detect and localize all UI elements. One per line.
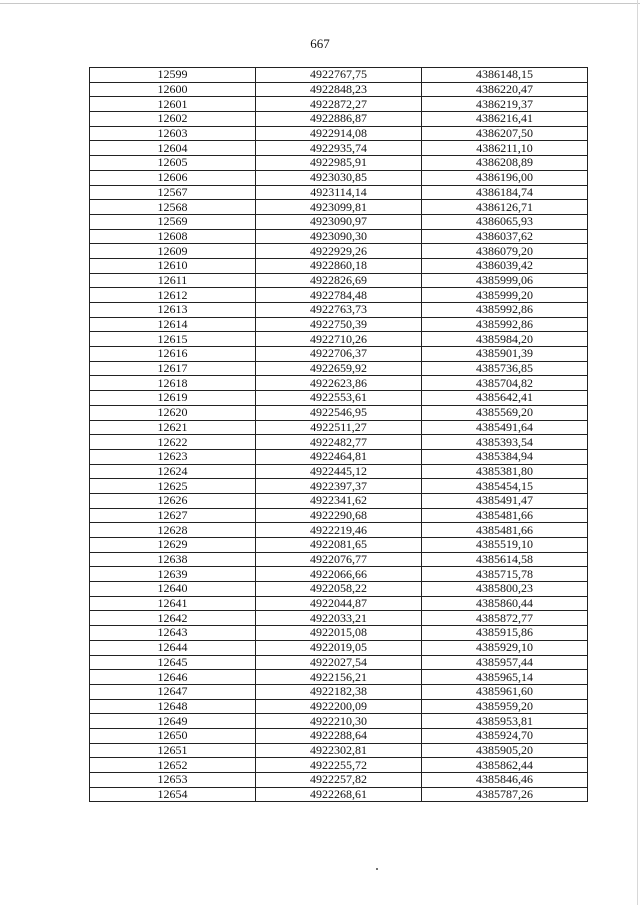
x-coordinate-cell: 4922255,72 [256, 758, 422, 773]
point-number-cell: 12616 [90, 347, 256, 362]
x-coordinate-cell: 4922464,81 [256, 449, 422, 464]
y-coordinate-cell: 4385736,85 [422, 361, 588, 376]
point-number-cell: 12619 [90, 391, 256, 406]
y-coordinate-cell: 4385961,60 [422, 684, 588, 699]
table-row [90, 347, 588, 362]
table-row [90, 626, 588, 641]
point-number-cell: 12644 [90, 640, 256, 655]
x-coordinate-cell: 4922659,92 [256, 361, 422, 376]
point-number-cell: 12625 [90, 479, 256, 494]
point-number-cell: 12599 [90, 68, 256, 83]
page-number: 667 [310, 36, 330, 51]
x-coordinate-cell: 4922257,82 [256, 773, 422, 788]
point-number-cell: 12608 [90, 229, 256, 244]
point-number-cell: 12639 [90, 567, 256, 582]
x-coordinate-cell: 4922033,21 [256, 611, 422, 626]
x-coordinate-cell: 4922750,39 [256, 317, 422, 332]
x-coordinate-cell: 4922081,65 [256, 538, 422, 553]
point-number-cell: 12645 [90, 655, 256, 670]
y-coordinate-cell: 4385992,86 [422, 317, 588, 332]
table-row [90, 655, 588, 670]
table-row [90, 303, 588, 318]
point-number-cell: 12613 [90, 303, 256, 318]
point-number-cell: 12627 [90, 508, 256, 523]
x-coordinate-cell: 4922200,09 [256, 699, 422, 714]
point-number-cell: 12651 [90, 743, 256, 758]
table-row [90, 258, 588, 273]
point-number-cell: 12621 [90, 420, 256, 435]
x-coordinate-cell: 4922058,22 [256, 582, 422, 597]
y-coordinate-cell: 4386220,47 [422, 82, 588, 97]
table-row [90, 611, 588, 626]
table-row [90, 273, 588, 288]
scan-top-edge [0, 3, 640, 4]
x-coordinate-cell: 4922341,62 [256, 493, 422, 508]
table-row [90, 596, 588, 611]
table-row [90, 376, 588, 391]
point-number-cell: 12609 [90, 244, 256, 259]
y-coordinate-cell: 4386126,71 [422, 200, 588, 215]
y-coordinate-cell: 4385872,77 [422, 611, 588, 626]
table-row [90, 244, 588, 259]
table-row [90, 743, 588, 758]
x-coordinate-cell: 4922210,30 [256, 714, 422, 729]
point-number-cell: 12623 [90, 449, 256, 464]
y-coordinate-cell: 4385959,20 [422, 699, 588, 714]
x-coordinate-cell: 4922872,27 [256, 97, 422, 112]
x-coordinate-cell: 4922763,73 [256, 303, 422, 318]
point-number-cell: 12647 [90, 684, 256, 699]
table-row [90, 97, 588, 112]
x-coordinate-cell: 4922860,18 [256, 258, 422, 273]
x-coordinate-cell: 4922076,77 [256, 552, 422, 567]
x-coordinate-cell: 4922445,12 [256, 464, 422, 479]
y-coordinate-cell: 4385384,94 [422, 449, 588, 464]
point-number-cell: 12626 [90, 493, 256, 508]
table-row [90, 126, 588, 141]
point-number-cell: 12615 [90, 332, 256, 347]
point-number-cell: 12611 [90, 273, 256, 288]
x-coordinate-cell: 4922784,48 [256, 288, 422, 303]
point-number-cell: 12604 [90, 141, 256, 156]
point-number-cell: 12629 [90, 538, 256, 553]
point-number-cell: 12610 [90, 258, 256, 273]
point-number-cell: 12612 [90, 288, 256, 303]
y-coordinate-cell: 4386037,62 [422, 229, 588, 244]
table-row [90, 229, 588, 244]
y-coordinate-cell: 4385984,20 [422, 332, 588, 347]
x-coordinate-cell: 4922886,87 [256, 112, 422, 127]
table-row [90, 508, 588, 523]
table-row [90, 714, 588, 729]
scan-speck [376, 868, 378, 870]
y-coordinate-cell: 4386216,41 [422, 112, 588, 127]
y-coordinate-cell: 4385929,10 [422, 640, 588, 655]
y-coordinate-cell: 4385491,47 [422, 493, 588, 508]
point-number-cell: 12618 [90, 376, 256, 391]
table-row [90, 567, 588, 582]
y-coordinate-cell: 4385957,44 [422, 655, 588, 670]
point-number-cell: 12601 [90, 97, 256, 112]
y-coordinate-cell: 4385992,86 [422, 303, 588, 318]
table-row [90, 82, 588, 97]
x-coordinate-cell: 4923090,30 [256, 229, 422, 244]
point-number-cell: 12568 [90, 200, 256, 215]
x-coordinate-cell: 4922848,23 [256, 82, 422, 97]
y-coordinate-cell: 4385569,20 [422, 405, 588, 420]
table-row [90, 670, 588, 685]
x-coordinate-cell: 4922219,46 [256, 523, 422, 538]
y-coordinate-cell: 4385519,10 [422, 538, 588, 553]
x-coordinate-cell: 4922027,54 [256, 655, 422, 670]
y-coordinate-cell: 4385491,64 [422, 420, 588, 435]
table-row [90, 523, 588, 538]
point-number-cell: 12640 [90, 582, 256, 597]
table-row [90, 773, 588, 788]
y-coordinate-cell: 4386208,89 [422, 156, 588, 171]
y-coordinate-cell: 4385860,44 [422, 596, 588, 611]
y-coordinate-cell: 4385481,66 [422, 523, 588, 538]
x-coordinate-cell: 4922397,37 [256, 479, 422, 494]
point-number-cell: 12648 [90, 699, 256, 714]
table-row [90, 684, 588, 699]
x-coordinate-cell: 4923114,14 [256, 185, 422, 200]
x-coordinate-cell: 4922302,81 [256, 743, 422, 758]
y-coordinate-cell: 4386184,74 [422, 185, 588, 200]
point-number-cell: 12617 [90, 361, 256, 376]
table-row [90, 141, 588, 156]
coordinates-table-body [90, 68, 588, 802]
table-row [90, 200, 588, 215]
table-row [90, 112, 588, 127]
x-coordinate-cell: 4922914,08 [256, 126, 422, 141]
x-coordinate-cell: 4922929,26 [256, 244, 422, 259]
table-row [90, 405, 588, 420]
y-coordinate-cell: 4386065,93 [422, 214, 588, 229]
point-number-cell: 12600 [90, 82, 256, 97]
table-row [90, 582, 588, 597]
y-coordinate-cell: 4386148,15 [422, 68, 588, 83]
x-coordinate-cell: 4922066,66 [256, 567, 422, 582]
point-number-cell: 12622 [90, 435, 256, 450]
y-coordinate-cell: 4386207,50 [422, 126, 588, 141]
table-row [90, 758, 588, 773]
y-coordinate-cell: 4386219,37 [422, 97, 588, 112]
point-number-cell: 12628 [90, 523, 256, 538]
point-number-cell: 12649 [90, 714, 256, 729]
table-row [90, 552, 588, 567]
table-row [90, 479, 588, 494]
x-coordinate-cell: 4922015,08 [256, 626, 422, 641]
y-coordinate-cell: 4385905,20 [422, 743, 588, 758]
x-coordinate-cell: 4922156,21 [256, 670, 422, 685]
y-coordinate-cell: 4385787,26 [422, 787, 588, 802]
point-number-cell: 12646 [90, 670, 256, 685]
point-number-cell: 12620 [90, 405, 256, 420]
table-row [90, 728, 588, 743]
table-row [90, 170, 588, 185]
y-coordinate-cell: 4385953,81 [422, 714, 588, 729]
point-number-cell: 12602 [90, 112, 256, 127]
point-number-cell: 12606 [90, 170, 256, 185]
table-row [90, 787, 588, 802]
x-coordinate-cell: 4922935,74 [256, 141, 422, 156]
table-row [90, 538, 588, 553]
y-coordinate-cell: 4385715,78 [422, 567, 588, 582]
table-row [90, 699, 588, 714]
table-row [90, 288, 588, 303]
y-coordinate-cell: 4386196,00 [422, 170, 588, 185]
y-coordinate-cell: 4385481,66 [422, 508, 588, 523]
x-coordinate-cell: 4922182,38 [256, 684, 422, 699]
y-coordinate-cell: 4386211,10 [422, 141, 588, 156]
x-coordinate-cell: 4923090,97 [256, 214, 422, 229]
y-coordinate-cell: 4385999,20 [422, 288, 588, 303]
point-number-cell: 12569 [90, 214, 256, 229]
x-coordinate-cell: 4922826,69 [256, 273, 422, 288]
x-coordinate-cell: 4922706,37 [256, 347, 422, 362]
x-coordinate-cell: 4922290,68 [256, 508, 422, 523]
scan-right-edge [637, 0, 638, 905]
table-row [90, 332, 588, 347]
y-coordinate-cell: 4385454,15 [422, 479, 588, 494]
point-number-cell: 12567 [90, 185, 256, 200]
table-row [90, 185, 588, 200]
y-coordinate-cell: 4385704,82 [422, 376, 588, 391]
x-coordinate-cell: 4922044,87 [256, 596, 422, 611]
point-number-cell: 12643 [90, 626, 256, 641]
x-coordinate-cell: 4922767,75 [256, 68, 422, 83]
y-coordinate-cell: 4386079,20 [422, 244, 588, 259]
y-coordinate-cell: 4385965,14 [422, 670, 588, 685]
y-coordinate-cell: 4385999,06 [422, 273, 588, 288]
x-coordinate-cell: 4923030,85 [256, 170, 422, 185]
point-number-cell: 12624 [90, 464, 256, 479]
x-coordinate-cell: 4922553,61 [256, 391, 422, 406]
point-number-cell: 12614 [90, 317, 256, 332]
point-number-cell: 12638 [90, 552, 256, 567]
coordinates-table [89, 67, 588, 802]
y-coordinate-cell: 4385901,39 [422, 347, 588, 362]
table-row [90, 464, 588, 479]
x-coordinate-cell: 4922019,05 [256, 640, 422, 655]
x-coordinate-cell: 4922268,61 [256, 787, 422, 802]
table-row [90, 156, 588, 171]
point-number-cell: 12654 [90, 787, 256, 802]
table-row [90, 420, 588, 435]
y-coordinate-cell: 4385862,44 [422, 758, 588, 773]
y-coordinate-cell: 4385800,23 [422, 582, 588, 597]
x-coordinate-cell: 4922288,64 [256, 728, 422, 743]
point-number-cell: 12650 [90, 728, 256, 743]
point-number-cell: 12605 [90, 156, 256, 171]
table-row [90, 493, 588, 508]
table-row [90, 361, 588, 376]
table-row [90, 317, 588, 332]
table-row [90, 640, 588, 655]
point-number-cell: 12642 [90, 611, 256, 626]
table-row [90, 391, 588, 406]
y-coordinate-cell: 4385924,70 [422, 728, 588, 743]
x-coordinate-cell: 4922546,95 [256, 405, 422, 420]
table-row [90, 214, 588, 229]
point-number-cell: 12652 [90, 758, 256, 773]
y-coordinate-cell: 4385846,46 [422, 773, 588, 788]
x-coordinate-cell: 4922623,86 [256, 376, 422, 391]
x-coordinate-cell: 4922482,77 [256, 435, 422, 450]
y-coordinate-cell: 4385642,41 [422, 391, 588, 406]
table-row [90, 449, 588, 464]
point-number-cell: 12603 [90, 126, 256, 141]
table-row [90, 435, 588, 450]
x-coordinate-cell: 4922985,91 [256, 156, 422, 171]
y-coordinate-cell: 4386039,42 [422, 258, 588, 273]
y-coordinate-cell: 4385381,80 [422, 464, 588, 479]
y-coordinate-cell: 4385393,54 [422, 435, 588, 450]
point-number-cell: 12653 [90, 773, 256, 788]
x-coordinate-cell: 4923099,81 [256, 200, 422, 215]
y-coordinate-cell: 4385614,58 [422, 552, 588, 567]
y-coordinate-cell: 4385915,86 [422, 626, 588, 641]
point-number-cell: 12641 [90, 596, 256, 611]
x-coordinate-cell: 4922511,27 [256, 420, 422, 435]
x-coordinate-cell: 4922710,26 [256, 332, 422, 347]
table-row [90, 68, 588, 83]
